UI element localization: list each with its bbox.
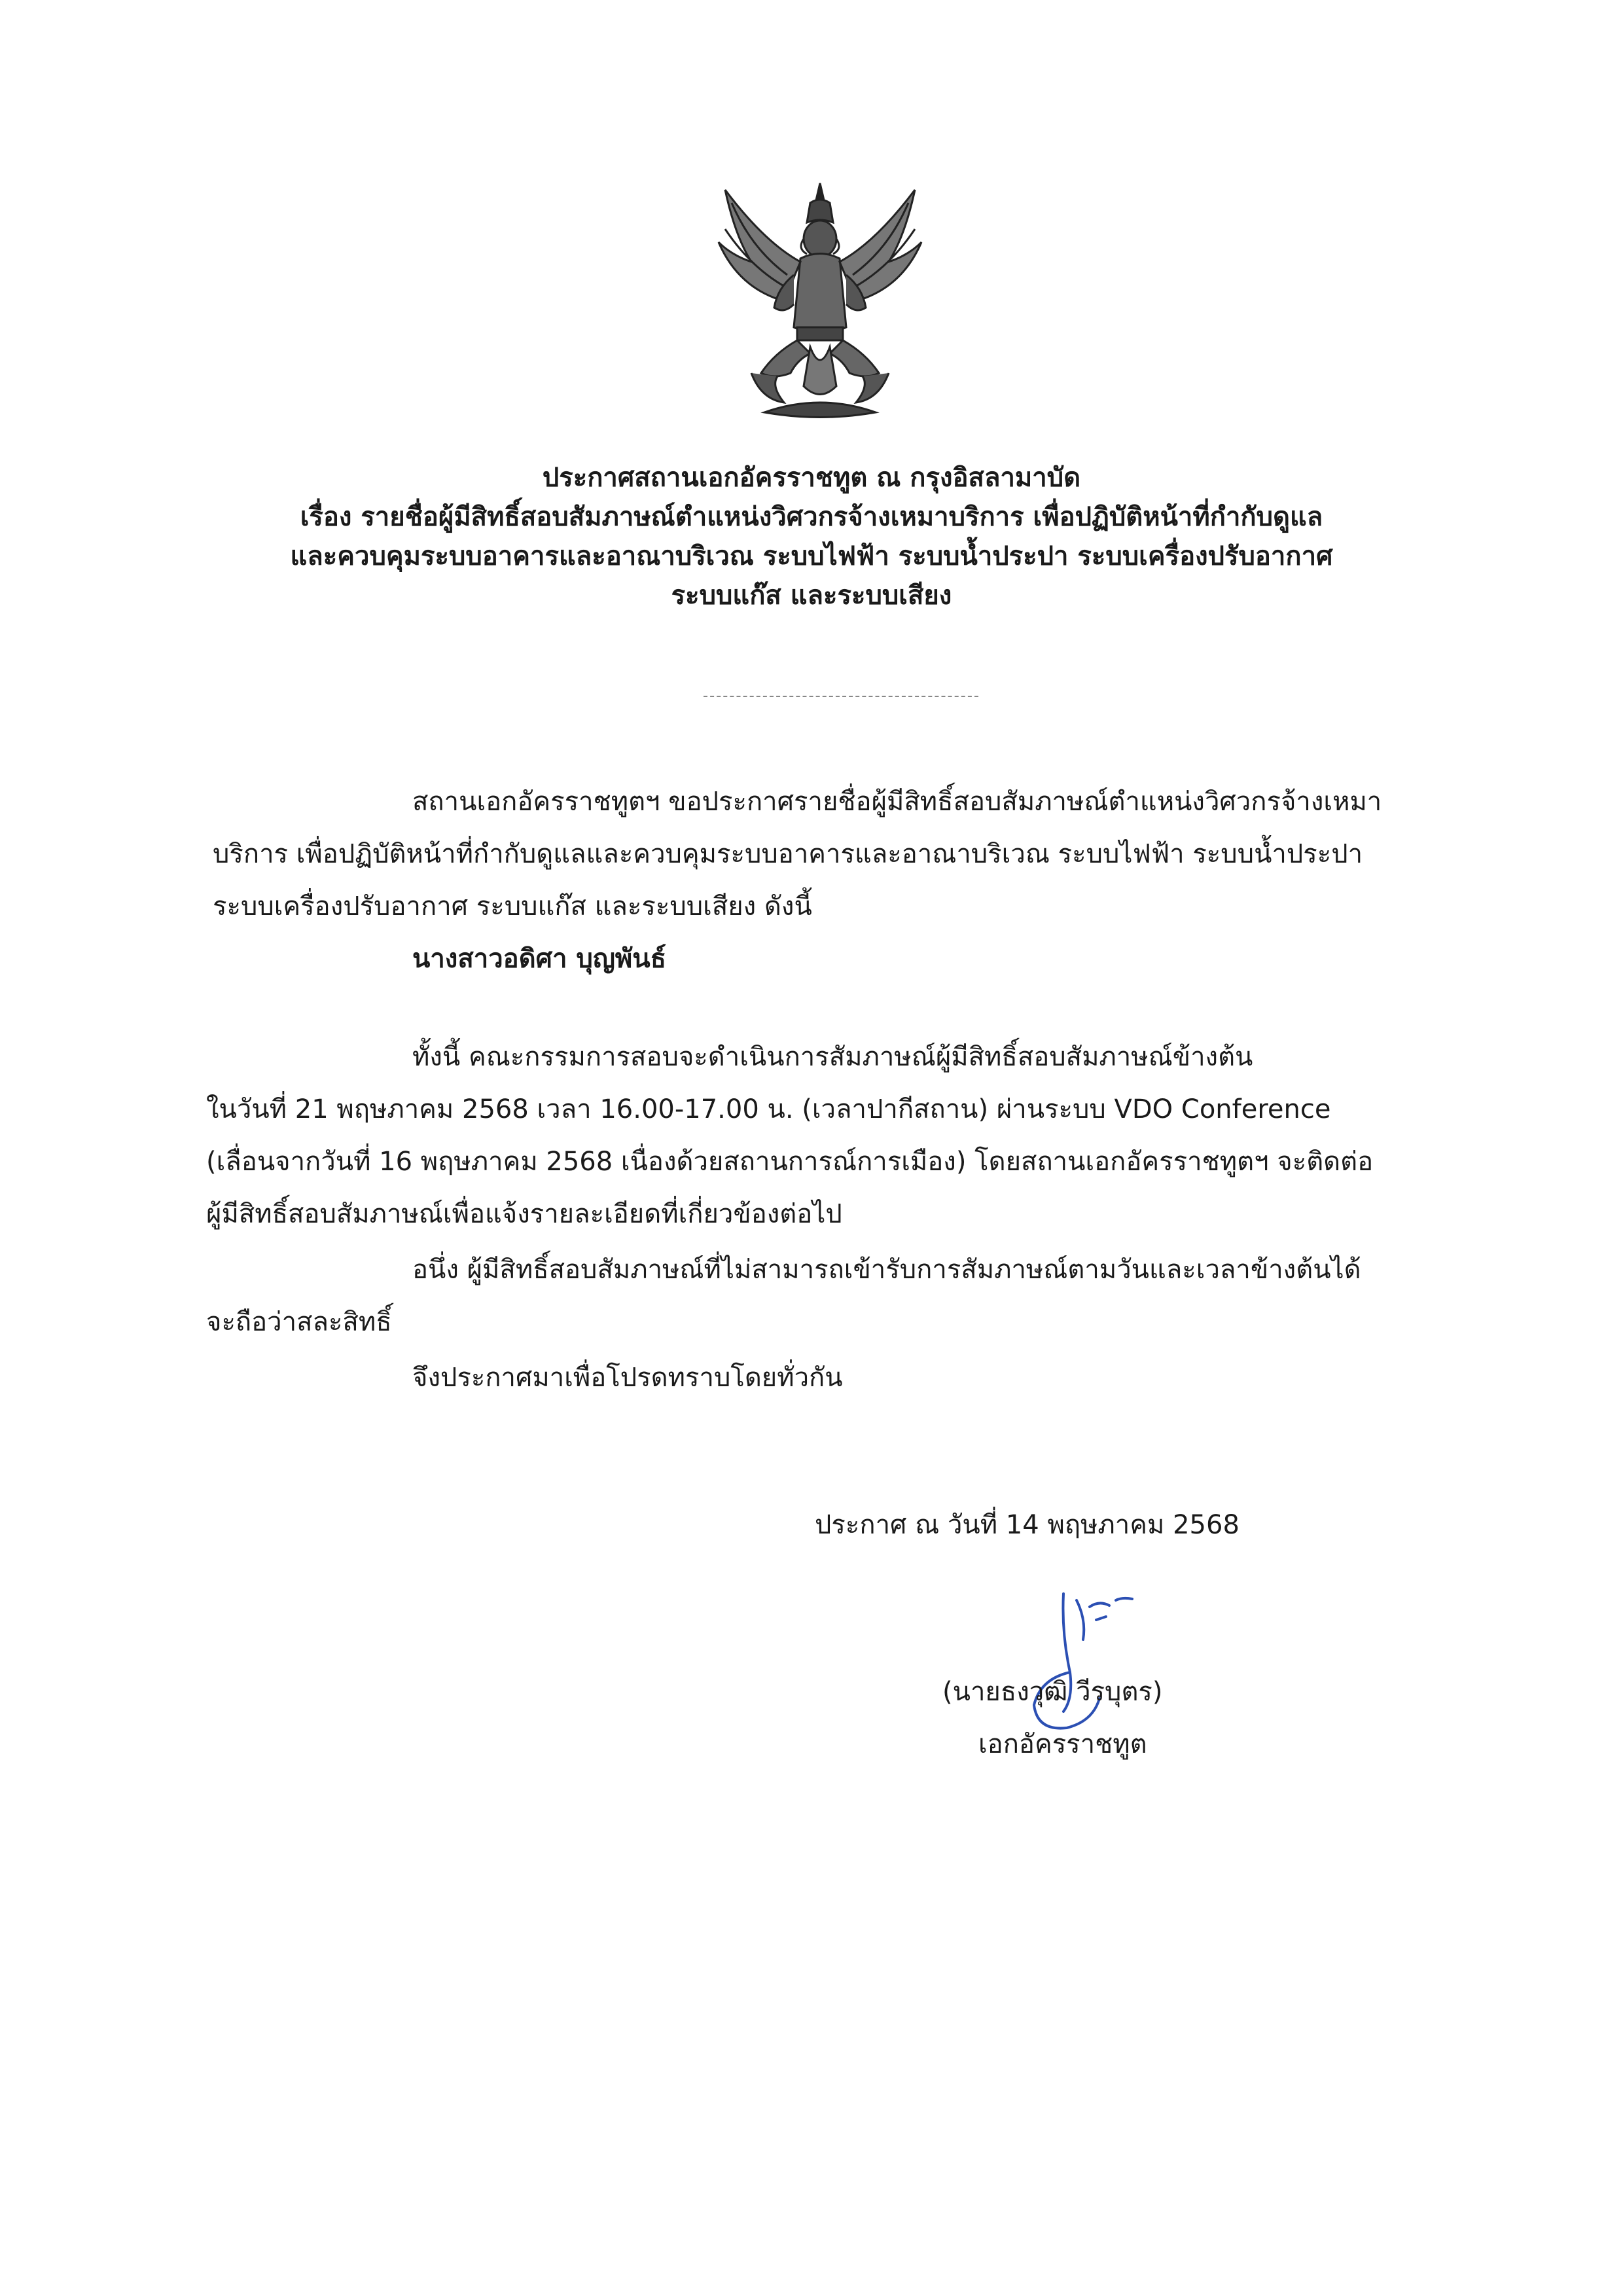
heading-line-3: และควบคุมระบบอาคารและอาณาบริเวณ ระบบไฟฟ้า ระบบน้ำประปา ระบบเครื่องปรับอากาศ: [290, 541, 1333, 571]
heading-divider: [704, 696, 978, 697]
signer-name: (นายธงวุฒิ วีรบุตร): [942, 1677, 1163, 1707]
announcement-heading: [196, 458, 1427, 615]
candidate-name: นางสาวอดิศา บุญพันธ์: [412, 944, 667, 974]
signer-title: เอกอัครราชทูต: [978, 1729, 1147, 1759]
paragraph-2-line-4: ผู้มีสิทธิ์สอบสัมภาษณ์เพื่อแจ้งรายละเอียดที่เกี่ยวข้องต่อไป: [206, 1199, 842, 1229]
paragraph-2-line-3: (เลื่อนจากวันที่ 16 พฤษภาคม 2568 เนื่องด้วยสถานการณ์การเมือง) โดยสถานเอกอัครราชทูตฯ จะติดต่อ: [206, 1147, 1374, 1177]
paragraph-2-line-1: ทั้งนี้ คณะกรรมการสอบจะดำเนินการสัมภาษณ์ผู้มีสิทธิ์สอบสัมภาษณ์ข้างต้น: [412, 1042, 1253, 1072]
paragraph-1-line-3: ระบบเครื่องปรับอากาศ ระบบแก๊ส และระบบเสียง ดังนี้: [213, 891, 812, 922]
paragraph-1-line-2: บริการ เพื่อปฏิบัติหน้าที่กำกับดูแลและควบคุมระบบอาคารและอาณาบริเวณ ระบบไฟฟ้า ระบบน้ำประปา: [213, 839, 1363, 869]
paragraph-2-line-2: ในวันที่ 21 พฤษภาคม 2568 เวลา 16.00-17.00 น. (เวลาปากีสถาน) ผ่านระบบ VDO Conference: [206, 1094, 1331, 1124]
paragraph-1-line-1: สถานเอกอัครราชทูตฯ ขอประกาศรายชื่อผู้มีสิทธิ์สอบสัมภาษณ์ตำแหน่งวิศวกรจ้างเหมา: [412, 787, 1382, 817]
heading-line-1: ประกาศสถานเอกอัครราชทูต ณ กรุงอิสลามาบัด: [542, 463, 1081, 493]
heading-line-4: ระบบแก๊ส และระบบเสียง: [671, 581, 952, 611]
heading-line-2: เรื่อง รายชื่อผู้มีสิทธิ์สอบสัมภาษณ์ตำแหน่งวิศวกรจ้างเหมาบริการ เพื่อปฏิบัติหน้าที่กำกับดูแล: [300, 502, 1323, 532]
garuda-emblem-icon: [712, 177, 928, 425]
announcement-date: ประกาศ ณ วันที่ 14 พฤษภาคม 2568: [815, 1510, 1240, 1540]
paragraph-3-line-1: อนึ่ง ผู้มีสิทธิ์สอบสัมภาษณ์ที่ไม่สามารถเข้ารับการสัมภาษณ์ตามวันและเวลาข้างต้นได้: [412, 1255, 1361, 1285]
paragraph-4-line-1: จึงประกาศมาเพื่อโปรดทราบโดยทั่วกัน: [412, 1363, 843, 1393]
paragraph-3-line-2: จะถือว่าสละสิทธิ์: [206, 1307, 392, 1337]
